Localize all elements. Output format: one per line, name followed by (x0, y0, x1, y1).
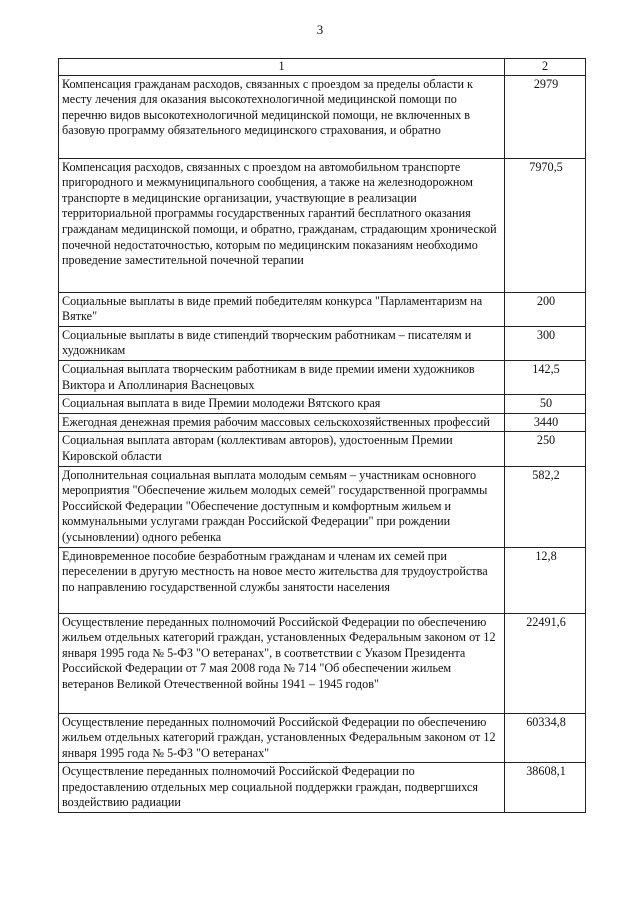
column-header-1: 1 (59, 59, 505, 76)
table-header-row (59, 59, 586, 76)
row-amount: 22491,6 (505, 613, 586, 713)
row-description: Социальная выплата в виде Премии молодежи Вятского края (59, 395, 505, 414)
table-row (59, 466, 586, 547)
table-row (59, 713, 586, 763)
table-row (59, 75, 586, 158)
row-amount: 50 (505, 395, 586, 414)
row-amount: 250 (505, 432, 586, 466)
row-description: Социальная выплата авторам (коллективам авторов), удостоенным Премии Кировской области (59, 432, 505, 466)
expenditure-table (58, 58, 586, 813)
row-description: Осуществление переданных полномочий Российской Федерации по обеспечению жильем отдельных категорий граждан, установленных Федеральным законом от 12 января 1995 года № 5-ФЗ "О ветеранах" (59, 713, 505, 763)
row-amount: 60334,8 (505, 713, 586, 763)
row-description: Осуществление переданных полномочий Российской Федерации по обеспечению жильем отдельных категорий граждан, установленных Федеральным законом от 12 января 1995 года № 5-ФЗ "О ветеранах", в соответствии с Указом Президента Российской Федерации от 7 мая 2008 года № 714 "Об обеспечении жильем ветеранов Великой Отечественной войны 1941 – 1945 годов" (59, 613, 505, 713)
column-header-2: 2 (505, 59, 586, 76)
table-row (59, 395, 586, 414)
row-amount: 2979 (505, 75, 586, 158)
row-description: Компенсация расходов, связанных с проездом на автомобильном транспорте пригородного и межмуниципального сообщения, а также на железнодорожном транспорте в медицинские организации, участвующие в реализации территориальной программы государственных гарантий бесплатного оказания гражданам медицинской помощи, и обратно, гражданам, страдающим хронической почечной недостаточностью, которым по медицинским показаниям необходимо проведение заместительной почечной терапии (59, 158, 505, 292)
row-description: Компенсация гражданам расходов, связанных с проездом за пределы области к месту лечения для оказания высокотехнологичной медицинской помощи по перечню видов высокотехнологичной медицинской помощи, не включенных в базовую программу обязательного медицинского страхования, и обратно (59, 75, 505, 158)
row-description: Осуществление переданных полномочий Российской Федерации по предоставлению отдельных мер социальной поддержки граждан, подвергшихся воздействию радиации (59, 763, 505, 813)
table-row (59, 292, 586, 326)
row-description: Единовременное пособие безработным гражданам и членам их семей при переселении в другую местность на новое место жительства для трудоустройства по направлению государственной службы занятости населения (59, 547, 505, 613)
row-description: Социальные выплаты в виде стипендий творческим работникам – писателям и художникам (59, 326, 505, 360)
table-row (59, 547, 586, 613)
row-amount: 7970,5 (505, 158, 586, 292)
table-row (59, 158, 586, 292)
row-amount: 582,2 (505, 466, 586, 547)
row-amount: 12,8 (505, 547, 586, 613)
table-row (59, 432, 586, 466)
row-amount: 3440 (505, 413, 586, 432)
table-row (59, 613, 586, 713)
row-amount: 38608,1 (505, 763, 586, 813)
row-amount: 142,5 (505, 360, 586, 394)
table-row (59, 413, 586, 432)
row-amount: 200 (505, 292, 586, 326)
row-description: Ежегодная денежная премия рабочим массовых сельскохозяйственных профессий (59, 413, 505, 432)
table-row (59, 326, 586, 360)
row-description: Социальная выплата творческим работникам в виде премии имени художников Виктора и Аполлинария Васнецовых (59, 360, 505, 394)
page-number: 3 (316, 22, 324, 37)
row-description: Социальные выплаты в виде премий победителям конкурса "Парламентаризм на Вятке" (59, 292, 505, 326)
row-amount: 300 (505, 326, 586, 360)
row-description: Дополнительная социальная выплата молодым семьям – участникам основного мероприятия "Обеспечение жильем молодых семей" государственной программы Российской Федерации "Обеспечение доступным и комфортным жильем и коммунальными услугами граждан Российской Федерации" при рождении (усыновлении) одного ребенка (59, 466, 505, 547)
table-row (59, 763, 586, 813)
table-row (59, 360, 586, 394)
